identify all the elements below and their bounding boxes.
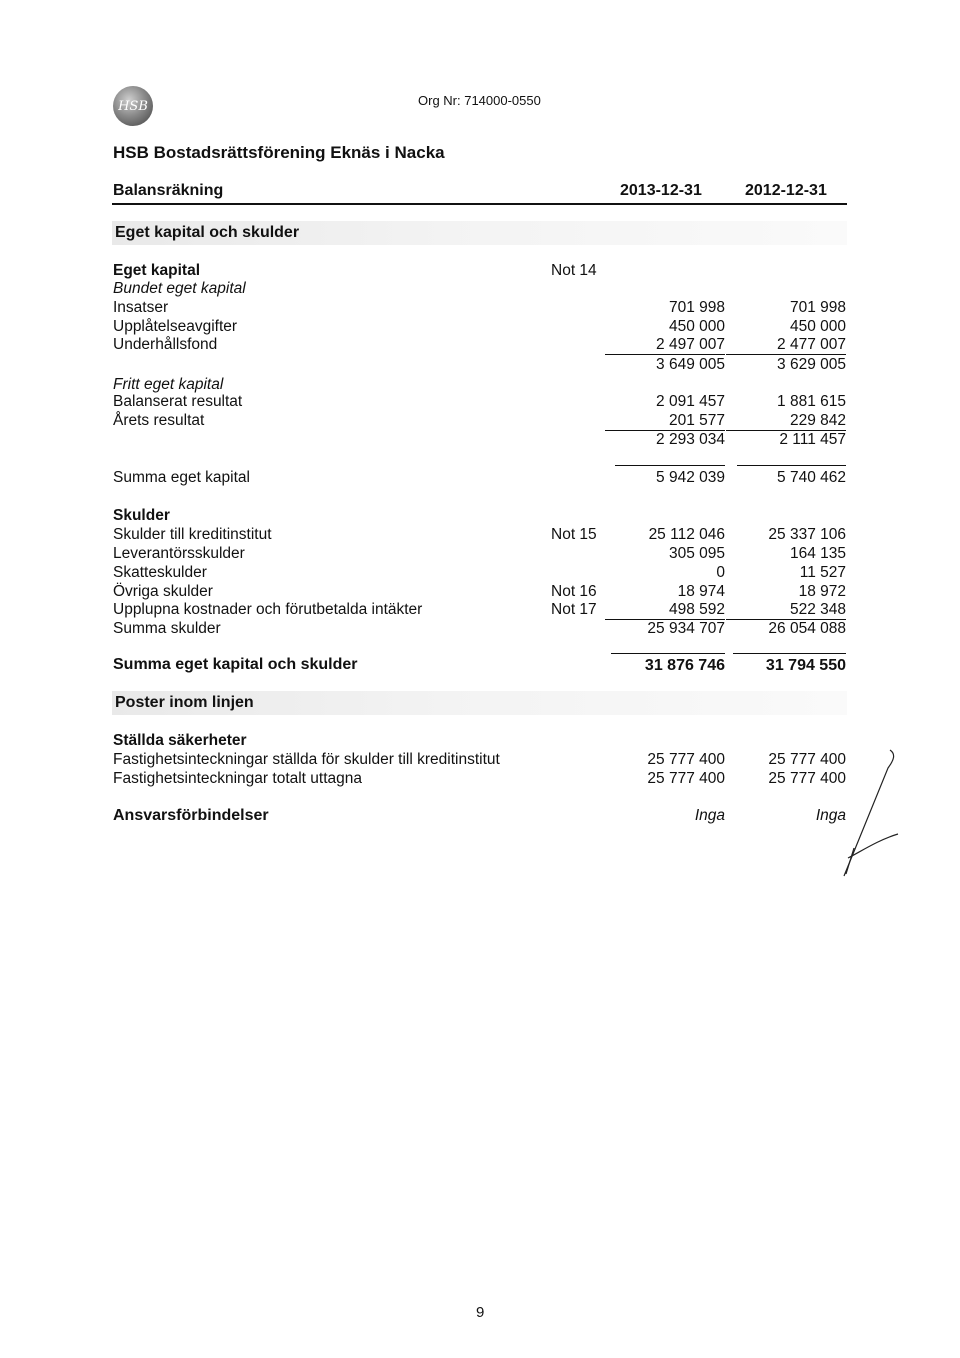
value-2013: 450 000 — [668, 318, 725, 335]
equity-total-label: Summa eget kapital — [113, 469, 250, 486]
value-2013: 0 — [716, 564, 725, 581]
grand-total-label: Summa eget kapital och skulder — [113, 656, 358, 673]
subtotal-2012: 3 629 005 — [777, 356, 846, 373]
value-2013: 2 091 457 — [656, 393, 725, 410]
handwritten-strike-mark — [830, 748, 910, 888]
column-header-2012: 2012-12-31 — [745, 182, 827, 199]
title-rule — [112, 203, 847, 205]
debts-total-2012: 26 054 088 — [768, 620, 846, 637]
value-2013: 25 112 046 — [648, 526, 725, 543]
grand-total-2012: 31 794 550 — [733, 653, 846, 675]
org-number: Org Nr: 714000-0550 — [418, 93, 541, 108]
pledged-heading: Ställda säkerheter — [113, 732, 247, 749]
row-label: Balanserat resultat — [113, 393, 243, 410]
debts-total-2013: 25 934 707 — [647, 620, 725, 637]
row-label: Skulder till kreditinstitut — [113, 526, 272, 543]
value-2013: 25 777 400 — [647, 751, 725, 768]
row-label: Fastighetsinteckningar totalt uttagna — [113, 770, 363, 787]
value-2012: 522 348 — [726, 601, 846, 620]
row-note: Not 16 — [551, 583, 597, 600]
contingent-label: Ansvarsförbindelser — [113, 807, 269, 824]
row-label: Upplåtelseavgifter — [113, 318, 238, 335]
value-2012: 164 135 — [789, 545, 846, 562]
hsb-logo — [113, 86, 153, 126]
equity-total-2013: 5 942 039 — [615, 465, 725, 487]
org-name: HSB Bostadsrättsförening Eknäs i Nacka — [113, 143, 445, 162]
debts-total-label: Summa skulder — [113, 620, 221, 637]
value-2012: 18 972 — [798, 583, 846, 600]
value-2013: 305 095 — [668, 545, 725, 562]
bundet-heading: Bundet eget kapital — [113, 280, 246, 297]
column-header-2013: 2013-12-31 — [620, 182, 702, 199]
value-2012: 450 000 — [789, 318, 846, 335]
contingent-2012: Inga — [815, 807, 846, 824]
subtotal-2013: 2 293 034 — [656, 431, 725, 448]
value-2012: 25 777 400 — [768, 770, 846, 787]
row-note: Not 15 — [551, 526, 597, 543]
equity-heading: Eget kapital — [113, 262, 200, 279]
value-2012: 11 527 — [799, 564, 846, 581]
value-2012: 229 842 — [726, 412, 846, 431]
grand-total-2013: 31 876 746 — [611, 653, 725, 675]
row-label: Insatser — [113, 299, 169, 316]
page-number: 9 — [476, 1304, 485, 1321]
value-2012: 25 777 400 — [768, 751, 846, 768]
value-2012: 25 337 106 — [768, 526, 846, 543]
value-2013: 201 577 — [605, 412, 725, 431]
fritt-heading: Fritt eget kapital — [113, 376, 224, 393]
value-2013: 2 497 007 — [605, 336, 725, 355]
subtotal-2013: 3 649 005 — [656, 356, 725, 373]
section-title-off-balance: Poster inom linjen — [115, 694, 254, 711]
equity-total-2012: 5 740 462 — [737, 465, 846, 487]
equity-note: Not 14 — [551, 262, 597, 279]
row-label: Skatteskulder — [113, 564, 207, 581]
row-note: Not 17 — [551, 601, 597, 618]
value-2013: 701 998 — [668, 299, 725, 316]
contingent-2013: Inga — [694, 807, 725, 824]
debts-heading: Skulder — [113, 507, 170, 524]
row-label: Fastighetsinteckningar ställda för skulder till kreditinstitut — [113, 751, 500, 768]
subtotal-2012: 2 111 457 — [779, 431, 846, 448]
row-label: Årets resultat — [113, 412, 205, 429]
row-label: Upplupna kostnader och förutbetalda intäkter — [113, 601, 423, 618]
value-2013: 498 592 — [605, 601, 725, 620]
row-label: Leverantörsskulder — [113, 545, 245, 562]
logo-text: HSB — [118, 98, 148, 114]
report-title: Balansräkning — [113, 182, 224, 199]
value-2012: 2 477 007 — [726, 336, 846, 355]
value-2013: 18 974 — [677, 583, 725, 600]
value-2012: 701 998 — [789, 299, 846, 316]
value-2013: 25 777 400 — [647, 770, 725, 787]
section-title-equity-debts: Eget kapital och skulder — [115, 224, 300, 241]
row-label: Underhållsfond — [113, 336, 218, 353]
row-label: Övriga skulder — [113, 583, 213, 600]
value-2012: 1 881 615 — [777, 393, 846, 410]
